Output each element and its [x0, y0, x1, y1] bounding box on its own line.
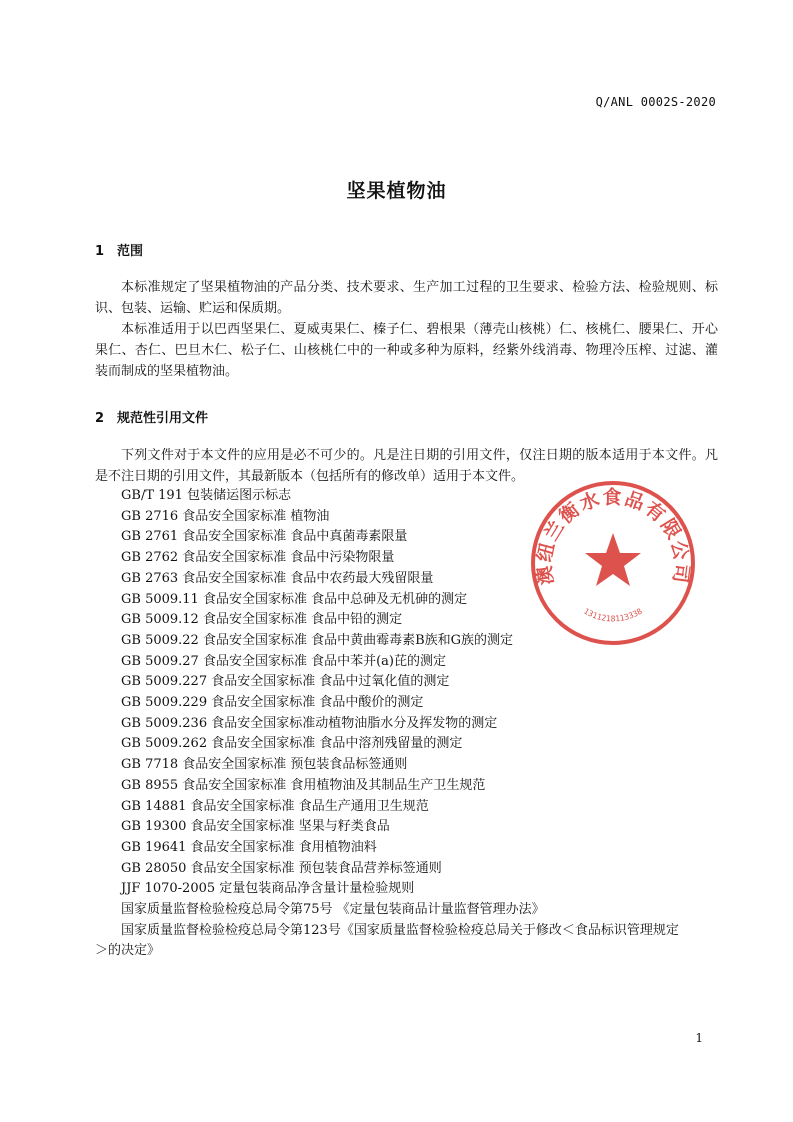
- reference-item: 国家质量监督检验检疫总局令第75号 《定量包装商品计量监督管理办法》: [121, 902, 545, 918]
- reference-item: GB/T 191 包装储运图示标志: [121, 488, 292, 503]
- reference-item: GB 2716 食品安全国家标准 植物油: [121, 508, 330, 524]
- company-seal-stamp: [528, 478, 698, 648]
- document-code: Q/ANL 0002S-2020: [595, 95, 716, 109]
- reference-item: GB 2761 食品安全国家标准 食品中真菌毒素限量: [121, 529, 408, 545]
- reference-item: GB 2763 食品安全国家标准 食品中农药最大残留限量: [121, 570, 434, 586]
- section-2-heading: [95, 407, 208, 426]
- reference-item: GB 5009.229 食品安全国家标准 食品中酸价的测定: [121, 695, 424, 711]
- reference-item: GB 8955 食品安全国家标准 食用植物油及其制品生产卫生规范: [121, 777, 486, 793]
- reference-item: GB 28050 食品安全国家标准 预包装食品营养标签通则: [121, 860, 442, 876]
- section-title: 范围: [117, 244, 144, 259]
- reference-item: GB 5009.11 食品安全国家标准 食品中总砷及无机砷的测定: [121, 591, 468, 607]
- reference-item: GB 5009.227 食品安全国家标准 食品中过氧化值的测定: [121, 674, 450, 690]
- reference-item: GB 5009.12 食品安全国家标准 食品中铅的测定: [121, 612, 403, 628]
- reference-item: GB 5009.236 食品安全国家标准动植物油脂水分及挥发物的测定: [121, 715, 498, 731]
- page-number: 1: [695, 1031, 703, 1045]
- section-number: 2: [95, 411, 105, 426]
- reference-item: GB 5009.22 食品安全国家标准 食品中黄曲霉毒素B族和G族的测定: [121, 632, 514, 648]
- reference-item: GB 14881 食品安全国家标准 食品生产通用卫生规范: [121, 798, 429, 814]
- reference-item: GB 19300 食品安全国家标准 坚果与籽类食品: [121, 819, 390, 835]
- document-title: 坚果植物油: [346, 180, 447, 202]
- section-number: 1: [95, 244, 105, 259]
- seal-name-text: 澳纽兰衡水食品有限公司: [533, 486, 693, 587]
- scope-paragraph-2: 本标准适用于以巴西坚果仁、夏威夷果仁、榛子仁、碧根果（薄壳山核桃）仁、核桃仁、腰果仁、开心果仁、杏仁、巴旦木仁、松子仁、山核桃仁中的一种或多种为原料，经紫外线消毒、物理冷压榨、过滤、灌装而制成的坚果植物油。: [95, 322, 718, 379]
- reference-item: GB 5009.262 食品安全国家标准 食品中溶剂残留量的测定: [121, 736, 463, 752]
- reference-item: GB 7718 食品安全国家标准 预包装食品标签通则: [121, 757, 408, 773]
- reference-item: GB 19641 食品安全国家标准 食用植物油料: [121, 839, 377, 855]
- reference-item: GB 2762 食品安全国家标准 食品中污染物限量: [121, 550, 395, 566]
- section-1-heading: [95, 240, 143, 259]
- seal-code-text: 1311218113338: [582, 606, 644, 624]
- reference-line-continued: ＞的决定》: [95, 943, 161, 959]
- reference-item: JJF 1070-2005 定量包装商品净含量计量检验规则: [121, 881, 415, 897]
- references-intro: 下列文件对于本文件的应用是必不可少的。凡是注日期的引用文件，仅注日期的版本适用于本文件。凡是不注日期的引用文件，其最新版本（包括所有的修改单）适用于本文件。: [95, 448, 718, 484]
- reference-line: 国家质量监督检验检疫总局令第123号《国家质量监督检验检疫总局关于修改＜食品标识管理规定: [121, 922, 679, 938]
- section-title: 规范性引用文件: [117, 411, 209, 426]
- reference-item: GB 5009.27 食品安全国家标准 食品中苯并(a)芘的测定: [121, 653, 446, 669]
- scope-paragraph-1: 本标准规定了坚果植物油的产品分类、技术要求、生产加工过程的卫生要求、检验方法、检验规则、标识、包装、运输、贮运和保质期。: [95, 280, 718, 316]
- seal-star-icon: [585, 533, 641, 586]
- reference-item: [95, 921, 721, 962]
